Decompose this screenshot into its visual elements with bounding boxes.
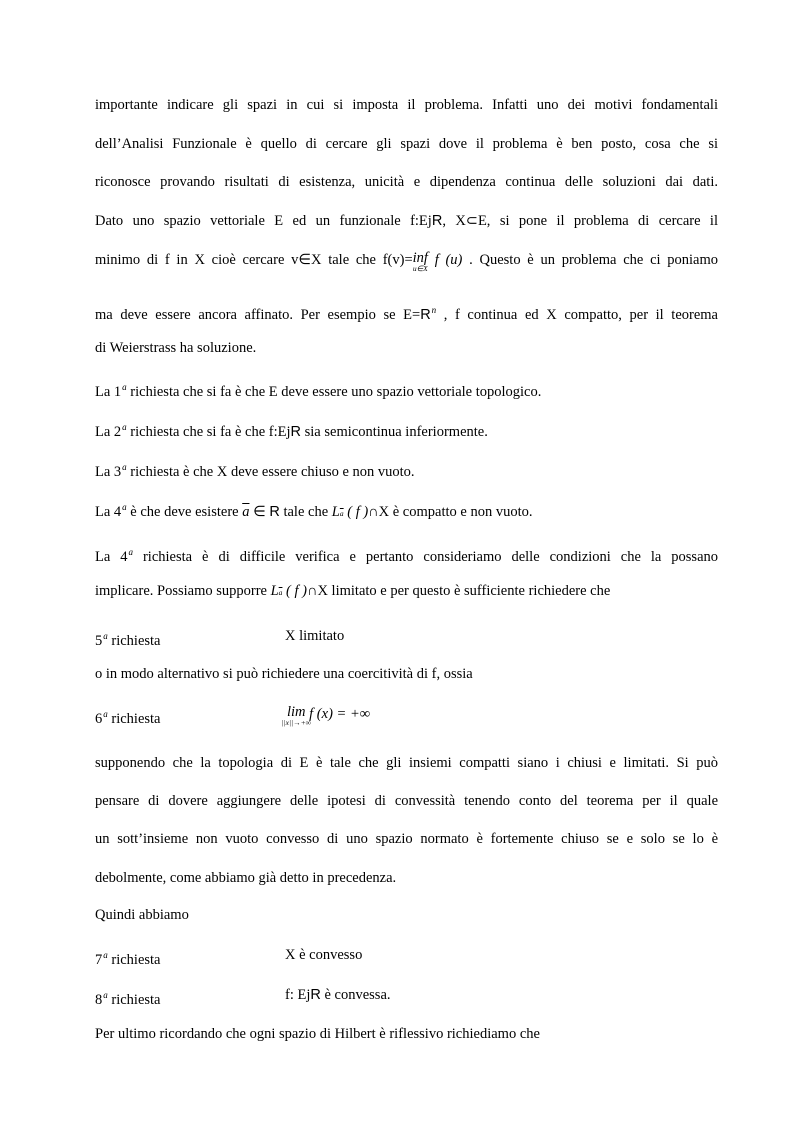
text-line: La 2$^a$ richiesta che si fa è che f:EjR sia semicontinua inferiormente. [95, 422, 488, 440]
text-line: La 1$^a$ richiesta che si fa è che E deve essere uno spazio vettoriale topologico. [95, 382, 542, 400]
text-line: ma deve essere ancora affinato. Per esempio se $E=R^n$ , f continua ed X compatto, per il teorema [95, 305, 718, 323]
text-line: un sott’insieme non vuoto convesso di uno spazio normato è fortemente chiuso se e solo se lo è [95, 831, 718, 847]
requirement-row: 7$^a$ richiesta X è convesso [95, 947, 363, 968]
text-line: o in modo alternativo si può richiedere una coercitività di f, ossia [95, 666, 473, 682]
text-line: di Weierstrass ha soluzione. [95, 340, 257, 356]
text-line: La 3$^a$ richiesta è che X deve essere chiuso e non vuoto. [95, 462, 415, 480]
text-line: riconosce provando risultati di esistenza, unicità e dipendenza continua delle soluzioni dai dati. [95, 174, 718, 190]
text-line: supponendo che la topologia di E è tale che gli insiemi compatti siano i chiusi e limitati. Si può [95, 755, 718, 771]
text-line: pensare di dovere aggiungere delle ipotesi di convessità tenendo conto del teorema per il quale [95, 793, 718, 809]
text-line: La 4$^a$ richiesta è di difficile verifica e pertanto consideriamo delle condizioni che la possano [95, 547, 719, 565]
text-line: Quindi abbiamo [95, 907, 189, 923]
requirement-row: 5$^a$ richiesta X limitato [95, 628, 345, 649]
text-line: importante indicare gli spazi in cui si imposta il problema. Infatti uno dei motivi fondamentali [95, 97, 718, 113]
text-line: implicare. Possiamo supporre $L\overline{a}$ ( f )∩X limitato e per questo è sufficiente richiedere che [95, 583, 611, 599]
text-line: dell’Analisi Funzionale è quello di cercare gli spazi dove il problema è ben posto, cosa che si [95, 136, 718, 152]
infimum-operator: inf u∈X [412, 250, 428, 273]
text-line: debolmente, come abbiamo già detto in precedenza. [95, 870, 397, 886]
text-line: La 4$^a$ è che deve esistere $\overline{a}$ ∈ R tale che $L\overline{a}$ ( f )∩X è compatto e non vuoto. [95, 502, 533, 520]
text-line: Dato uno spazio vettoriale E ed un funzionale f:EjR, X⊂E, si pone il problema di cercare il [95, 213, 718, 229]
text-line: minimo di f in X cioè cercare v∈X tale che f(v)=inf u∈X f (u) . Questo è un problema che ci poniamo [95, 250, 719, 273]
requirement-row: 8$^a$ richiesta f: EjR è convessa. [95, 987, 391, 1008]
limit-formula: lim ||x||→+∞ f (x) = +∞ [281, 704, 371, 727]
requirement-row: 6$^a$ richiesta lim ||x||→+∞ f (x) = +∞ [95, 704, 371, 727]
text-line: Per ultimo ricordando che ogni spazio di Hilbert è riflessivo richiediamo che [95, 1026, 540, 1042]
